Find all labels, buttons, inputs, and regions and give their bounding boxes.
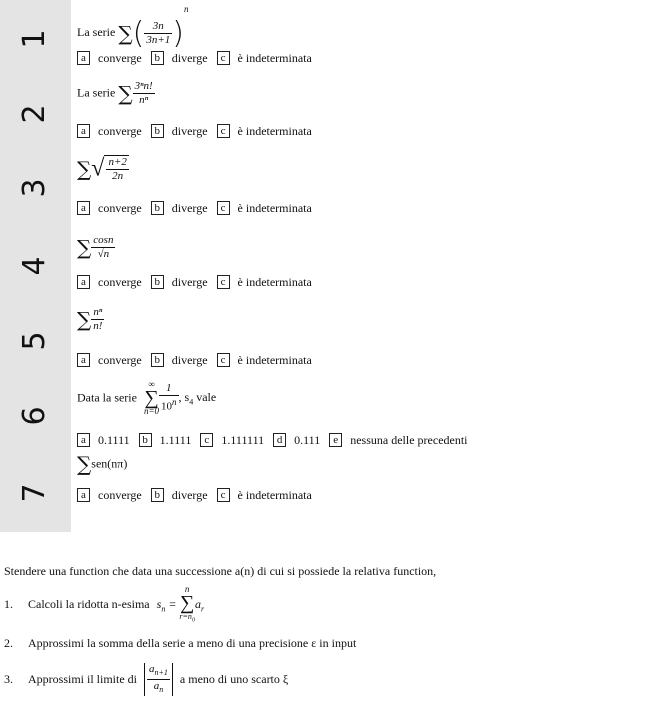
fraction-denominator: √n <box>97 248 110 260</box>
question-7-formula <box>77 452 127 476</box>
option-key[interactable]: a <box>77 275 90 289</box>
option-label: converge <box>98 274 142 289</box>
option-key[interactable]: a <box>77 433 90 447</box>
question-6-formula <box>77 380 216 416</box>
option-b[interactable] <box>151 201 214 216</box>
option-key[interactable]: c <box>200 433 213 447</box>
option-key[interactable]: b <box>151 353 164 367</box>
question-2-fraction <box>133 80 155 107</box>
option-label: nessuna delle precedenti <box>350 432 468 447</box>
question-5-fraction <box>91 306 104 333</box>
option-key[interactable]: b <box>151 51 164 65</box>
option-key[interactable]: b <box>151 488 164 502</box>
numerator-term: a <box>149 663 155 675</box>
fraction-denominator: n! <box>93 320 103 332</box>
question-6-prefix: Data la serie <box>77 390 137 405</box>
option-key[interactable]: b <box>151 124 164 138</box>
option-b[interactable] <box>151 124 214 139</box>
task-item-text: Calcoli la ridotta n-esima <box>28 597 150 612</box>
question-1-fraction <box>144 20 172 47</box>
task-item-tail: a meno di uno scarto ξ <box>179 672 289 687</box>
left-paren: ( <box>132 15 145 51</box>
option-a[interactable] <box>77 275 148 290</box>
absolute-ratio <box>144 663 173 696</box>
option-key[interactable]: e <box>329 433 342 447</box>
option-key[interactable]: a <box>77 124 90 138</box>
fraction-denominator <box>147 680 170 696</box>
fraction-denominator: 2n <box>112 170 124 182</box>
option-a[interactable] <box>77 433 136 448</box>
ridotta-formula: $s_n$ = <box>156 597 180 614</box>
option-c[interactable] <box>200 433 270 448</box>
option-label: 0.111 <box>294 432 321 447</box>
sum-lower-sub: 0 <box>191 617 195 624</box>
question-1-prefix: La serie <box>77 25 116 39</box>
fraction-numerator: 3ⁿn! <box>134 80 153 92</box>
numerator-sub: n+1 <box>154 668 168 678</box>
option-label: diverge <box>171 274 208 289</box>
option-label: è indeterminata <box>237 487 312 502</box>
option-a[interactable] <box>77 488 148 503</box>
sum-with-limits <box>179 585 195 626</box>
fraction-numerator: 3n <box>144 20 172 34</box>
suffix <box>178 389 217 407</box>
option-a[interactable] <box>77 124 148 139</box>
option-b[interactable] <box>151 275 214 290</box>
option-key[interactable]: c <box>217 51 230 65</box>
option-c[interactable] <box>217 124 318 139</box>
option-b[interactable] <box>151 51 214 66</box>
task-item-number: 1. <box>4 597 13 612</box>
option-label: diverge <box>171 487 208 502</box>
sum-upper-limit: ∞ <box>148 379 155 389</box>
option-label: converge <box>98 487 142 502</box>
sum-lower-text: r=n <box>179 612 192 621</box>
suffix-subscript: 4 <box>189 397 194 407</box>
option-key[interactable]: a <box>77 51 90 65</box>
task-item-number: 2. <box>4 636 13 650</box>
option-c[interactable] <box>217 275 318 290</box>
sum-symbol: ∑ <box>144 387 159 409</box>
option-label: 1.111111 <box>221 432 265 447</box>
option-label: è indeterminata <box>237 200 312 215</box>
formula-lhs: s <box>156 597 162 612</box>
option-label: è indeterminata <box>237 352 312 367</box>
question-2-prefix: La serie <box>77 85 116 100</box>
sum-symbol: ∑ <box>77 157 92 181</box>
question-number-4: 4 <box>17 256 52 276</box>
question-1-options <box>77 50 318 66</box>
option-label: è indeterminata <box>237 50 312 65</box>
question-4-formula <box>77 234 115 261</box>
option-key[interactable]: c <box>217 275 230 289</box>
question-5-formula <box>77 306 104 333</box>
fraction-numerator: cosn <box>93 234 114 246</box>
sum-upper-limit: n <box>184 584 190 594</box>
question-number-6: 6 <box>17 406 52 426</box>
task-item-2 <box>4 636 356 651</box>
option-key[interactable]: c <box>217 488 230 502</box>
option-key[interactable]: a <box>77 488 90 502</box>
option-a[interactable] <box>77 51 148 66</box>
question-number-7: 7 <box>17 483 52 503</box>
question-6-fraction <box>159 382 179 414</box>
fraction-numerator: nⁿ <box>91 306 104 320</box>
question-6-options <box>77 432 474 448</box>
question-number-2: 2 <box>17 104 52 124</box>
task-intro: Stendere una function che data una successione a(n) di cui si possiede la relativa function, <box>4 564 437 578</box>
sum-lower-limit <box>179 612 195 626</box>
option-label: converge <box>98 200 142 215</box>
option-c[interactable] <box>217 488 318 503</box>
option-a[interactable] <box>77 353 148 368</box>
fraction-denominator <box>159 396 179 414</box>
sum-lower-limit: n=0 <box>143 406 160 416</box>
option-c[interactable] <box>217 353 318 368</box>
option-b[interactable] <box>139 433 198 448</box>
question-5-options <box>77 352 318 368</box>
sum-symbol: ∑ <box>180 592 195 614</box>
question-number-3: 3 <box>17 178 52 198</box>
option-key[interactable]: b <box>139 433 152 447</box>
option-e[interactable] <box>329 433 473 448</box>
option-label: converge <box>98 50 142 65</box>
question-3-formula <box>77 155 129 183</box>
option-label: 0.1111 <box>98 432 130 447</box>
summand-sub: r <box>200 604 205 614</box>
question-1-formula <box>77 4 188 51</box>
right-paren: ) <box>172 15 184 51</box>
question-4-options <box>77 274 318 290</box>
question-number-5: 5 <box>17 331 52 351</box>
option-label: 1.1111 <box>159 432 192 447</box>
option-key[interactable]: b <box>151 275 164 289</box>
option-d[interactable] <box>273 433 326 448</box>
task-item-text: Approssimi la somma della serie a meno di una precisione ε in input <box>28 636 357 650</box>
denominator-base: 10 <box>161 400 173 413</box>
sum-symbol: ∑ <box>77 452 92 476</box>
fraction-denominator: nⁿ <box>139 94 149 106</box>
sqrt-icon: √ <box>91 155 105 182</box>
option-label: diverge <box>171 352 208 367</box>
question-3-fraction <box>104 155 128 183</box>
option-label: diverge <box>171 200 208 215</box>
option-b[interactable] <box>151 488 214 503</box>
sum-with-limits <box>144 380 159 416</box>
denominator-sub: n <box>159 685 164 695</box>
fraction-denominator: 3n+1 <box>146 33 171 46</box>
sum-symbol: ∑ <box>118 81 133 106</box>
task-item-1 <box>4 585 204 626</box>
option-key[interactable]: a <box>77 201 90 215</box>
option-c[interactable] <box>217 201 318 216</box>
option-c[interactable] <box>217 51 318 66</box>
fraction-numerator: n+2 <box>108 156 127 168</box>
option-key[interactable]: c <box>217 353 230 367</box>
option-label: converge <box>98 123 142 138</box>
formula-lhs-sub: n <box>161 604 166 614</box>
option-key[interactable]: a <box>77 353 90 367</box>
option-label: è indeterminata <box>237 123 312 138</box>
suffix-text: , s <box>178 389 190 404</box>
question-2-formula <box>77 80 155 107</box>
sum-symbol: ∑ <box>77 235 92 260</box>
denominator-exponent: n <box>172 397 177 408</box>
sum-symbol: ∑ <box>118 21 133 46</box>
question-4-fraction <box>91 234 115 261</box>
fraction-numerator: 1 <box>159 382 179 396</box>
fraction-numerator <box>147 663 170 680</box>
option-b[interactable] <box>151 353 214 368</box>
sum-symbol: ∑ <box>77 307 92 332</box>
option-label: diverge <box>171 123 208 138</box>
task-item-3 <box>4 663 288 696</box>
option-label: converge <box>98 352 142 367</box>
option-key[interactable]: b <box>151 201 164 215</box>
option-label: è indeterminata <box>237 274 312 289</box>
ratio-fraction <box>147 663 170 696</box>
summand-term: a <box>194 597 201 612</box>
option-key[interactable]: c <box>217 201 230 215</box>
summand <box>194 597 205 614</box>
option-key[interactable]: c <box>217 124 230 138</box>
option-label: diverge <box>171 50 208 65</box>
exponent: n <box>183 4 189 14</box>
question-2-options <box>77 123 318 139</box>
question-3-options <box>77 200 318 216</box>
task-item-text: Approssimi il limite di <box>28 672 138 687</box>
question-7-options <box>77 487 318 503</box>
task-item-number: 3. <box>4 672 13 687</box>
option-a[interactable] <box>77 201 148 216</box>
question-number-1: 1 <box>17 29 52 49</box>
question-7-expression: sen(nπ) <box>91 456 128 471</box>
suffix-tail: vale <box>193 389 217 404</box>
denominator-term: a <box>153 680 160 693</box>
option-key[interactable]: d <box>273 433 286 447</box>
